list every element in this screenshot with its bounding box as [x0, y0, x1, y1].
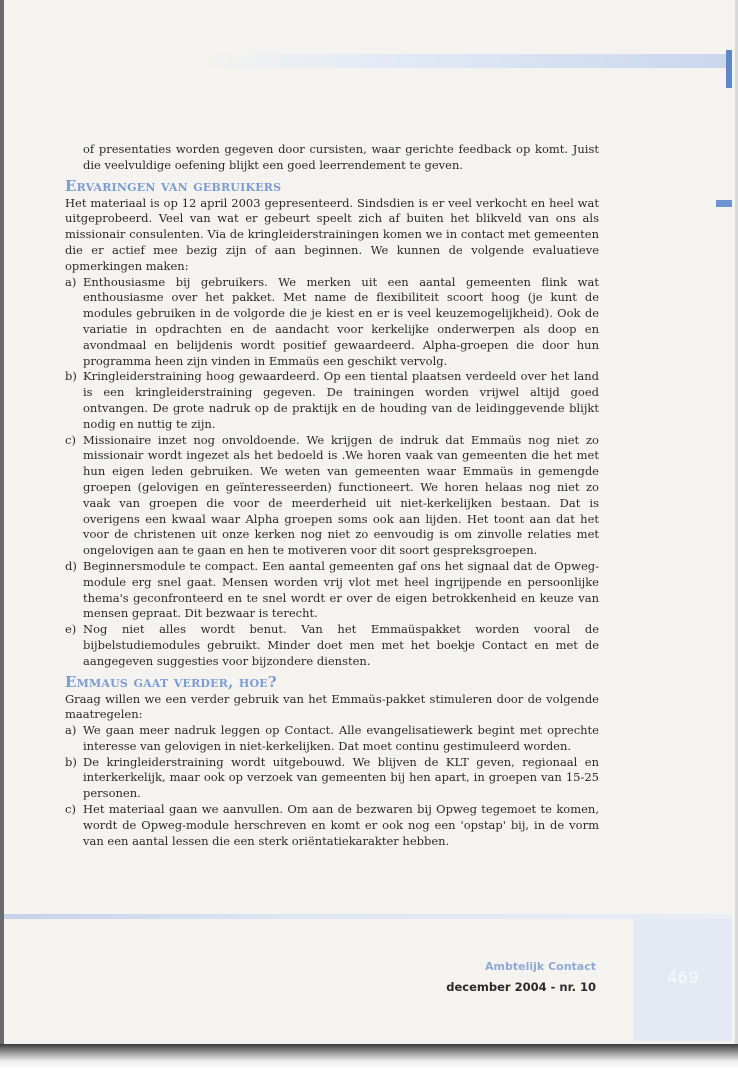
- journal-title: Ambtelijk Contact: [485, 960, 596, 973]
- section-heading-ervaringen: Ervaringen van gebruikers: [65, 176, 282, 195]
- list-marker: d): [65, 558, 77, 573]
- list-marker: b): [65, 369, 77, 384]
- section-heading-emmaus-verder: Emmaus gaat verder, hoe?: [65, 672, 277, 691]
- list-item-text: We gaan meer nadruk leggen op Contact. Alle evangelisatiewerk begint met oprechte interesse van gelovigen in niet-kerkelijken. Dat moet continu gestimuleerd worden.: [83, 723, 599, 753]
- list-item-text: Beginnersmodule te compact. Een aantal gemeenten gaf ons het signaal dat de Opweg-module erg snel gaat. Mensen worden vrij vlot met heel ingrijpende en persoonlijke thema's geconfronteerd en te snel wordt er over de eigen betrokkenheid en keuze van mensen gepraat. Dit bezwaar is terecht.: [83, 558, 599, 621]
- section-emmaus-paragraph: Graag willen we een verder gebruik van het Emmaüs-pakket stimuleren door de volgende maatregelen:: [65, 691, 599, 722]
- list-marker: e): [65, 622, 77, 637]
- page-bottom-shadow: [0, 1044, 738, 1068]
- top-decorative-rule: [200, 54, 732, 68]
- page-left-shadow: [0, 0, 4, 1048]
- list-marker: b): [65, 754, 77, 769]
- list-marker: c): [65, 432, 76, 447]
- list-item-text: Het materiaal gaan we aanvullen. Om aan de bezwaren bij Opweg tegemoet te komen, wordt de Opweg-module herschreven en komt er ook nog een 'opstap' bij, in de vorm van een aantal lessen die een sterk oriëntatiekarakter hebben.: [83, 802, 599, 848]
- maatregelen-list: [65, 723, 599, 849]
- list-marker: c): [65, 802, 76, 817]
- list-item: [65, 622, 599, 669]
- margin-marker: [716, 200, 732, 207]
- page-number: 469: [666, 968, 700, 987]
- list-item: [65, 275, 599, 370]
- bottom-decorative-rule: [4, 914, 732, 919]
- list-item: [65, 369, 599, 432]
- issue-label: december 2004 - nr. 10: [446, 980, 596, 994]
- list-marker: a): [65, 274, 77, 289]
- list-item: [65, 723, 599, 755]
- list-item-text: Enthousiasme bij gebruikers. We merken uit een aantal gemeenten flink wat enthousiasme over het pakket. Met name de flexibiliteit scoort hoog (je kunt de modules gebruiken in de volgorde die je kiest en er is veel keuzemogelijkheid). Ook de variatie in opdrachten en de aandacht voor kerkelijke onderwerpen als doop en avondmaal en belijdenis wordt positief gewaardeerd. Alpha-groepen die door hun programma heen zijn vinden in Emmaüs een geschikt vervolg.: [83, 274, 599, 368]
- top-rule-marker: [726, 50, 732, 88]
- list-item-text: Nog niet alles wordt benut. Van het Emmaüspakket worden vooral de bijbelstudiemodules gebruikt. Minder doet men met het boekje Contact en met de aangegeven suggesties voor bijzondere diensten.: [83, 622, 599, 668]
- list-item-text: De kringleiderstraining wordt uitgebouwd. We blijven de KLT geven, regionaal en interkerkelijk, maar ook op verzoek van gemeenten bij hen apart, in groepen van 15-25 personen.: [83, 754, 599, 801]
- intro-paragraph: of presentaties worden gegeven door cursisten, waar gerichte feedback op komt. Juist die veelvuldige oefening blijkt een goed leerrendement te geven.: [83, 142, 599, 172]
- list-item: [65, 755, 599, 802]
- list-item: [65, 559, 599, 622]
- article-body: [65, 142, 599, 849]
- list-item: [65, 433, 599, 559]
- list-item-text: Kringleiderstraining hoog gewaardeerd. Op een tiental plaatsen verdeeld over het land is een kringleiderstraining gegeven. De trainingen worden vrijwel altijd goed ontvangen. De grote nadruk op de praktijk en de houding van de leidinggevende blijkt nodig en nuttig te zijn.: [83, 369, 599, 431]
- list-item-text: Missionaire inzet nog onvoldoende. We krijgen de indruk dat Emmaüs nog niet zo missionair wordt ingezet als het bedoeld is .We horen vaak van gemeenten die het met hun eigen leden gebruiken. We weten van gemeenten waar Emmaüs in gemengde groepen (gelovigen en geïnteresseerden) functioneert. We horen helaas nog niet zo vaak van groepen die voor de meerderheid uit niet-kerkelijken bestaan. Dat is overigens een kwaal waar Alpha groepen soms ook aan lijden. Het toont aan dat het voor de christenen uit onze kerken nog niet zo eenvoudig is om zinvolle relaties met ongelovigen aan te gaan en hen te motiveren voor dit soort gespreksgroepen.: [83, 432, 599, 558]
- ervaringen-list: [65, 275, 599, 670]
- section-ervaringen-paragraph: Het materiaal is op 12 april 2003 gepresenteerd. Sindsdien is er veel verkocht en heel wat uitgeprobeerd. Veel van wat er gebeurt speelt zich af buiten het blikveld van ons als missionair consulenten. Via de kringleiderstrainingen komen we in contact met gemeenten die er actief mee bezig zijn of aan beginnen. We kunnen de volgende evaluatieve opmerkingen maken:: [65, 195, 599, 273]
- list-item: [65, 802, 599, 849]
- list-marker: a): [65, 723, 77, 738]
